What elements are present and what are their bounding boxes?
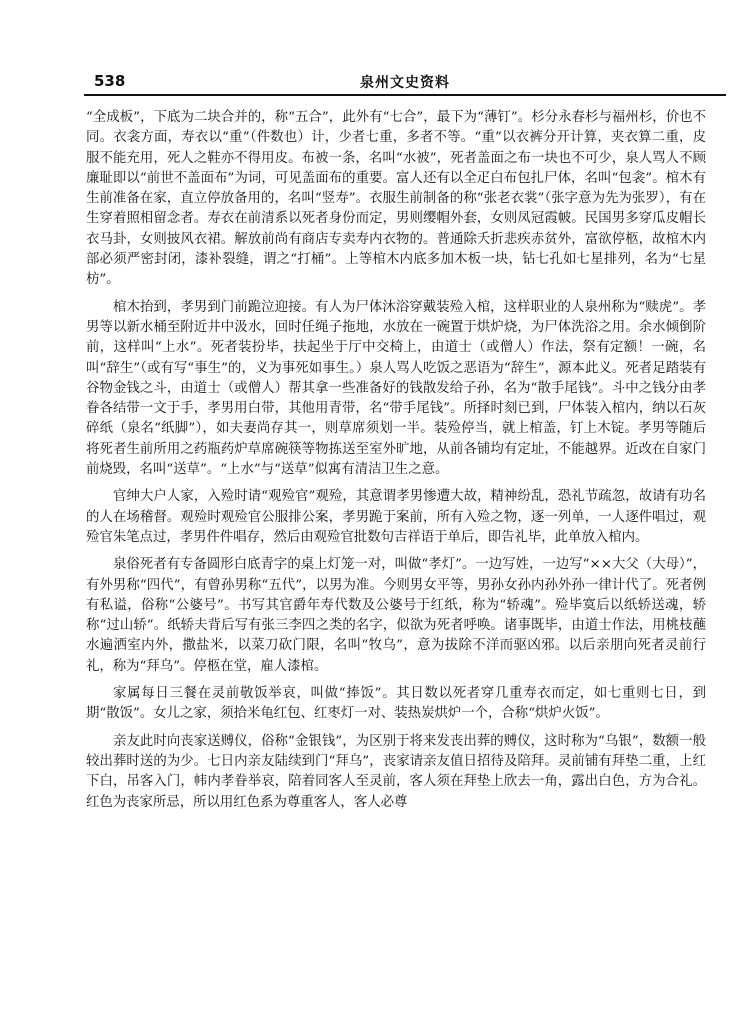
paragraph-mourning-lanterns: 泉俗死者有专备圆形白底青字的桌上灯笼一对，叫做“孝灯”。一边写姓，一边写“××大父（大母）”，有外男称“四代”，有曾孙男称“五代”，以男为准。今则男女平等，男孙女孙内孙外孙一律计代了。死者例有私谥，俗称“公婆号”。书写其官爵年寿代数及公婆号于红纸，称为“轿魂”。殓毕寞后以纸轿送魂，轿称“过山轿”。纸轿夫背后写有张三李四之类的名字，似欲为死者呼唤。诸事既毕，由道士作法，用桃枝蘸水遍洒室内外，撒盐米，以菜刀砍门限，名叫“牧乌”，意为拔除不洋而驱凶邪。以后亲朋向死者灵前行礼，称为“拜乌”。停柩在堂，雇人漆棺。 bbox=[86, 557, 706, 674]
page-number: 538 bbox=[94, 72, 126, 90]
paragraph-condolence-gifts: 亲友此时向丧家送赙仪，俗称“金银钱”，为区别于将来发丧出葬的赙仪，这时称为“乌银”，数额一般较出葬时送的为少。七日内亲友陆续到门“拜乌”，丧家请亲友值日招待及陪拜。灵前铺有拜垫二重，上红下白，吊客入门，帏内孝眷举哀，陪着同客人至灵前，客人须在拜垫上欣去一角，露出白色，方为合礼。红色为丧家所忌，所以用红色系为尊重客人，客人必尊 bbox=[86, 733, 706, 810]
paragraph-daily-offerings: 家属每日三餐在灵前敬饭举哀，叫做“捧饭”。其日数以死者穿几重寿衣而定，如七重则七日，到期“散饭”。女儿之家，须拾米龟红包、红枣灯一对、装热炭烘炉一个，合称“烘炉火饭”。 bbox=[86, 686, 706, 722]
page-header bbox=[84, 70, 726, 98]
paragraph-coffin-materials: “全成板”，下底为二块合并的，称“五合”，此外有“七合”，最下为“薄钉”。杉分永春杉与福州杉，价也不同。衣衾方面，寿衣以“重”（件数也）计，少者七重，多者不等。“重”以衣裤分开计算，夹衣算二重，皮服不能充用，死人之鞋亦不得用皮。布被一条，名叫“水被”，死者盖面之布一块也不可少，泉人骂人不顾廉耻即以“前世不盖面布”为词，可见盖面布的重要。富人还有以全疋白布包扎尸体，名叫“包衾”。棺木有生前准备在家，直立停放备用的，名叫“竖寿”。衣服生前制备的称“张老衣裳”（张字意为先为张罗），有在生穿着照相留念者。寿衣在前清系以死者身份而定，男则缨帽外套，女则凤冠霞帔。民国男多穿瓜皮帽长衣马卦，女则披风衣裙。解放前尚有商店专卖寿内衣物的。普通除夭折悲疾赤贫外，富欲停柩，故棺木内部必须严密封闭，漆补裂缝，谓之“打桶”。上等棺木内底多加木板一块，钻七孔如七星排列，名为“七星枋”。 bbox=[86, 110, 706, 288]
body-text bbox=[86, 108, 706, 820]
header-rule bbox=[84, 94, 726, 96]
paragraph-encoffining: 棺木抬到，孝男到门前跪泣迎接。有人为尸体沐浴穿戴装殓入棺，这样职业的人泉州称为“赎虎”。孝男等以新水桶至附近井中汲水，回时任绳子拖地，水放在一碗置于烘炉烧，为尸体洗浴之用。余水倾倒阶前，这样叫“上水”。死者装扮毕，扶起坐于厅中交椅上，由道士（或僧人）作法，祭有定额！一碗，名叫“辞生”（或有写“事生”的，义为事死如事生。）泉人骂人吃饭之恶语为“辞生”，源本此义。死者足踏装有谷物金钱之斗，由道士（或僧人）帮其拿一些准备好的钱散发给子孙，名为“散手尾钱”。斗中之钱分由孝眷各结带一文于手，孝男用白带，其他用青带，名“带手尾钱”。所择时刻已到，尸体装入棺内，纳以石灰碎纸（泉名“纸脚”），如夫妻尚存其一，则草席须划一半。装殓停当，就上棺盖，钉上木锭。孝男等随后将死者生前所用之药瓶药炉草席碗筷等物拣送至室外旷地，从前各铺均有定址，不能越界。近改在自家门前烧毁，名叫“送草”。“上水”与“送草”似寓有清洁卫生之意。 bbox=[86, 299, 706, 478]
running-title: 泉州文史资料 bbox=[360, 75, 450, 91]
paragraph-official-inspection: 官绅大户人家，入殓时请“观殓官”观殓，其意谓孝男惨遭大故，精神纷乱，恐礼节疏忽，故请有功名的人在场稽督。观殓时观殓官公服排公案，孝男跪于案前，所有入殓之物，逐一列单，一人逐件唱过，观殓官朱笔点过，孝男件件唱存，然后由观殓官批数句吉祥语于单后，即告礼毕，此单放入棺内。 bbox=[86, 489, 706, 545]
